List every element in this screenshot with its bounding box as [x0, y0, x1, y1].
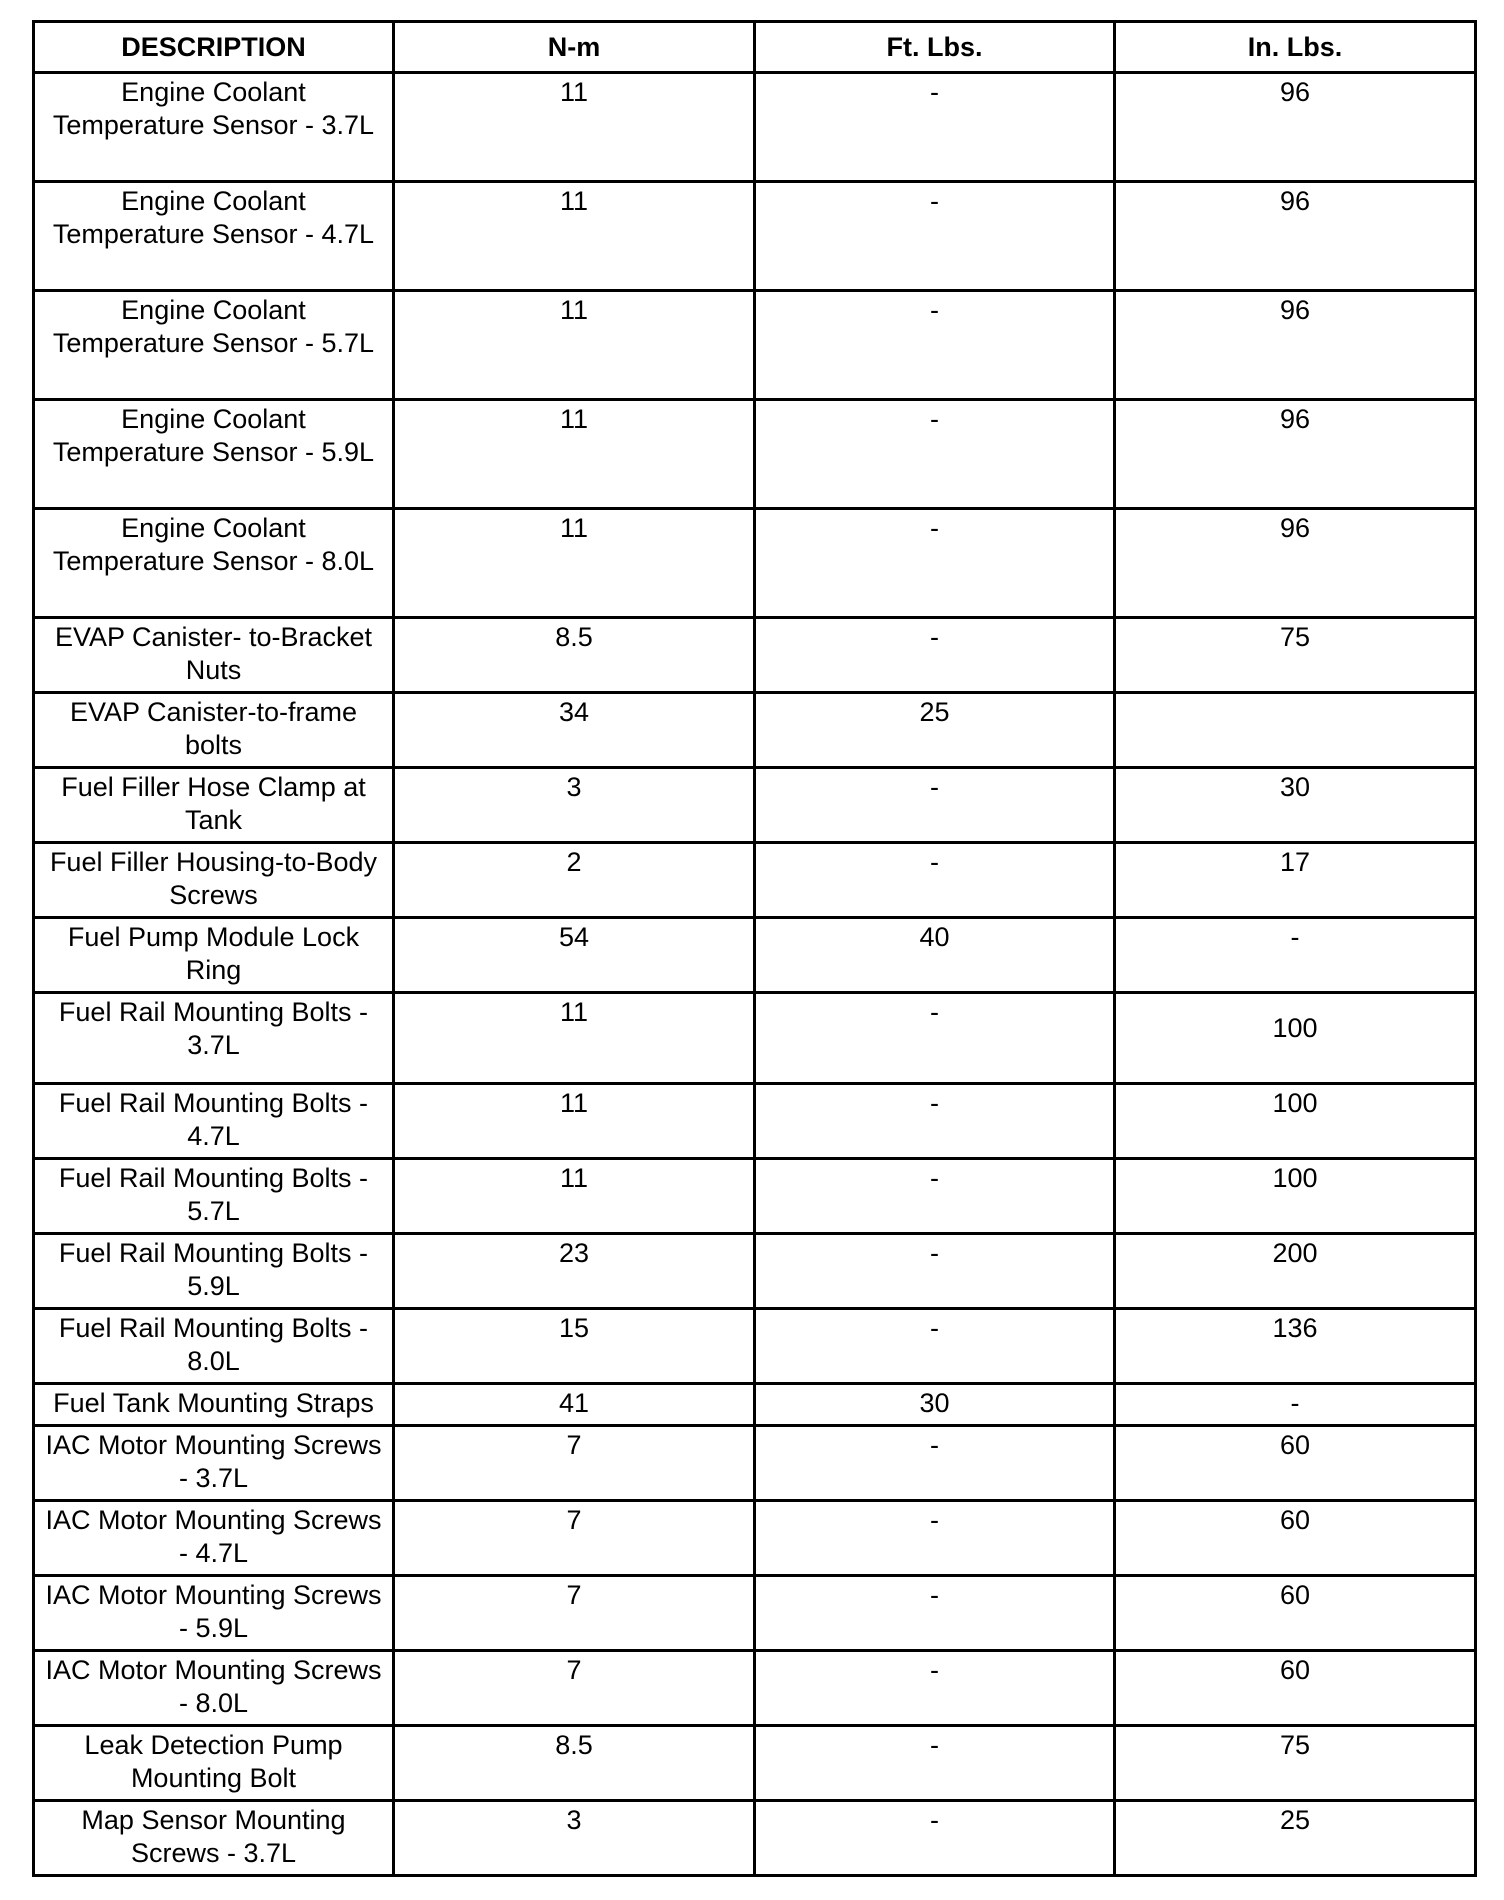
cell-ft-lbs: - — [755, 1501, 1115, 1576]
header-nm: N-m — [394, 22, 755, 73]
table-row — [34, 843, 1476, 918]
cell-description: Map Sensor Mounting Screws - 3.7L — [34, 1801, 394, 1876]
table-row — [34, 1501, 1476, 1576]
cell-ft-lbs: - — [755, 400, 1115, 509]
cell-in-lbs: 100 — [1115, 1084, 1476, 1159]
cell-ft-lbs: - — [755, 291, 1115, 400]
cell-ft-lbs: - — [755, 618, 1115, 693]
cell-description: Fuel Rail Mounting Bolts - 5.9L — [34, 1234, 394, 1309]
table-row — [34, 768, 1476, 843]
table-row — [34, 1801, 1476, 1876]
cell-nm: 7 — [394, 1651, 755, 1726]
header-description: DESCRIPTION — [34, 22, 394, 73]
header-in-lbs: In. Lbs. — [1115, 22, 1476, 73]
cell-ft-lbs: - — [755, 768, 1115, 843]
table-row — [34, 1159, 1476, 1234]
cell-ft-lbs: - — [755, 1084, 1115, 1159]
cell-description: Fuel Rail Mounting Bolts - 3.7L — [34, 993, 394, 1084]
cell-ft-lbs: - — [755, 1576, 1115, 1651]
cell-description: IAC Motor Mounting Screws - 5.9L — [34, 1576, 394, 1651]
table-row — [34, 1426, 1476, 1501]
cell-nm: 41 — [394, 1384, 755, 1426]
cell-nm: 23 — [394, 1234, 755, 1309]
cell-ft-lbs: 40 — [755, 918, 1115, 993]
table-row — [34, 918, 1476, 993]
cell-ft-lbs: - — [755, 73, 1115, 182]
cell-description: Engine Coolant Temperature Sensor - 3.7L — [34, 73, 394, 182]
cell-in-lbs: 60 — [1115, 1426, 1476, 1501]
table-row — [34, 509, 1476, 618]
cell-ft-lbs: - — [755, 509, 1115, 618]
cell-description: Fuel Pump Module Lock Ring — [34, 918, 394, 993]
cell-description: Fuel Tank Mounting Straps — [34, 1384, 394, 1426]
cell-in-lbs: - — [1115, 918, 1476, 993]
cell-in-lbs: 100 — [1115, 993, 1476, 1084]
cell-in-lbs: 96 — [1115, 73, 1476, 182]
cell-nm: 11 — [394, 291, 755, 400]
cell-nm: 2 — [394, 843, 755, 918]
cell-description: Fuel Filler Hose Clamp at Tank — [34, 768, 394, 843]
cell-nm: 11 — [394, 509, 755, 618]
cell-ft-lbs: - — [755, 1309, 1115, 1384]
cell-nm: 11 — [394, 400, 755, 509]
table-row — [34, 73, 1476, 182]
table-row — [34, 1726, 1476, 1801]
torque-specifications-table — [32, 20, 1477, 1877]
table-row — [34, 291, 1476, 400]
cell-nm: 8.5 — [394, 618, 755, 693]
cell-in-lbs: 136 — [1115, 1309, 1476, 1384]
cell-ft-lbs: - — [755, 843, 1115, 918]
cell-nm: 11 — [394, 993, 755, 1084]
cell-nm: 11 — [394, 1084, 755, 1159]
cell-in-lbs: 17 — [1115, 843, 1476, 918]
cell-in-lbs: 75 — [1115, 1726, 1476, 1801]
cell-in-lbs: 60 — [1115, 1576, 1476, 1651]
cell-description: Engine Coolant Temperature Sensor - 8.0L — [34, 509, 394, 618]
cell-nm: 11 — [394, 1159, 755, 1234]
cell-ft-lbs: - — [755, 182, 1115, 291]
table-row — [34, 1309, 1476, 1384]
table-row — [34, 1234, 1476, 1309]
cell-in-lbs: 200 — [1115, 1234, 1476, 1309]
cell-in-lbs: 100 — [1115, 1159, 1476, 1234]
cell-description: IAC Motor Mounting Screws - 8.0L — [34, 1651, 394, 1726]
cell-description: Engine Coolant Temperature Sensor - 5.7L — [34, 291, 394, 400]
cell-description: Fuel Rail Mounting Bolts - 4.7L — [34, 1084, 394, 1159]
cell-in-lbs: - — [1115, 1384, 1476, 1426]
cell-in-lbs: 60 — [1115, 1501, 1476, 1576]
table-row — [34, 1576, 1476, 1651]
cell-ft-lbs: - — [755, 1726, 1115, 1801]
cell-nm: 3 — [394, 1801, 755, 1876]
cell-nm: 54 — [394, 918, 755, 993]
cell-description: IAC Motor Mounting Screws - 3.7L — [34, 1426, 394, 1501]
table-row — [34, 993, 1476, 1084]
table-row — [34, 400, 1476, 509]
cell-ft-lbs: - — [755, 993, 1115, 1084]
cell-description: EVAP Canister- to-Bracket Nuts — [34, 618, 394, 693]
table-row — [34, 1084, 1476, 1159]
cell-in-lbs: 96 — [1115, 400, 1476, 509]
cell-nm: 15 — [394, 1309, 755, 1384]
cell-description: Engine Coolant Temperature Sensor - 4.7L — [34, 182, 394, 291]
cell-in-lbs: 96 — [1115, 182, 1476, 291]
cell-nm: 3 — [394, 768, 755, 843]
cell-nm: 11 — [394, 182, 755, 291]
table-row — [34, 1384, 1476, 1426]
cell-description: Fuel Rail Mounting Bolts - 5.7L — [34, 1159, 394, 1234]
cell-nm: 7 — [394, 1576, 755, 1651]
cell-nm: 8.5 — [394, 1726, 755, 1801]
cell-nm: 11 — [394, 73, 755, 182]
cell-ft-lbs: - — [755, 1651, 1115, 1726]
cell-description: Engine Coolant Temperature Sensor - 5.9L — [34, 400, 394, 509]
cell-description: IAC Motor Mounting Screws - 4.7L — [34, 1501, 394, 1576]
cell-ft-lbs: 25 — [755, 693, 1115, 768]
cell-in-lbs: 25 — [1115, 1801, 1476, 1876]
table-header-row — [34, 22, 1476, 73]
cell-description: Fuel Filler Housing-to-Body Screws — [34, 843, 394, 918]
cell-description: Leak Detection Pump Mounting Bolt — [34, 1726, 394, 1801]
cell-in-lbs: 96 — [1115, 291, 1476, 400]
cell-in-lbs: 60 — [1115, 1651, 1476, 1726]
cell-in-lbs: 30 — [1115, 768, 1476, 843]
cell-description: Fuel Rail Mounting Bolts - 8.0L — [34, 1309, 394, 1384]
table-row — [34, 693, 1476, 768]
cell-ft-lbs: - — [755, 1159, 1115, 1234]
cell-ft-lbs: 30 — [755, 1384, 1115, 1426]
header-ft-lbs: Ft. Lbs. — [755, 22, 1115, 73]
cell-ft-lbs: - — [755, 1234, 1115, 1309]
table-row — [34, 618, 1476, 693]
cell-ft-lbs: - — [755, 1801, 1115, 1876]
cell-description: EVAP Canister-to-frame bolts — [34, 693, 394, 768]
cell-in-lbs: 75 — [1115, 618, 1476, 693]
cell-in-lbs: 96 — [1115, 509, 1476, 618]
table-row — [34, 182, 1476, 291]
cell-nm: 34 — [394, 693, 755, 768]
cell-nm: 7 — [394, 1426, 755, 1501]
cell-ft-lbs: - — [755, 1426, 1115, 1501]
cell-nm: 7 — [394, 1501, 755, 1576]
cell-in-lbs — [1115, 693, 1476, 768]
table-row — [34, 1651, 1476, 1726]
